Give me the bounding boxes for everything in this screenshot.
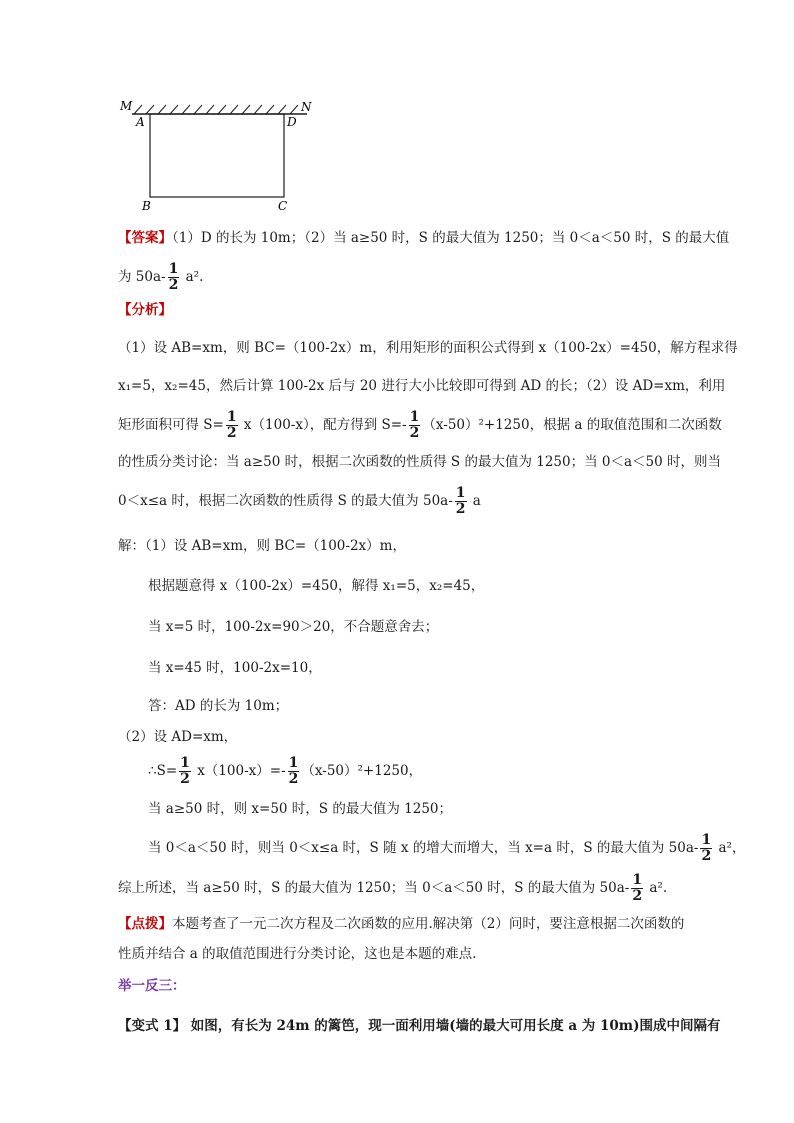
comment-line-1: 【点拨】本题考查了一元二次方程及二次函数的应用.解决第（2）问时，要注意根据二次函数的: [118, 916, 685, 932]
label-a: A: [136, 115, 145, 129]
solution-line-8: 当 a≥50 时，则 x=50 时，S 的最大值为 1250；: [148, 801, 452, 817]
solution-line-1: 解：（1）设 AB=xm，则 BC=（100-2x）m，: [118, 538, 406, 554]
variant-tag: 【变式 1】: [118, 1018, 187, 1034]
answer-text-1: （1）D 的长为 10m；（2）当 a≥50 时，S 的最大值为 1250；当 0＜a＜50 时，S 的最大值: [172, 230, 730, 246]
comment-tag: 【点拨】: [118, 916, 172, 932]
fraction-half: $\frac{1}{2}$: [455, 485, 466, 517]
answer-line-1: [118, 228, 729, 248]
analysis-line-2: x₁=5，x₂=45，然后计算 100-2x 后与 20 进行大小比较即可得到 AD 的长；（2）设 AD=xm，利用: [118, 378, 726, 394]
fraction-half: $\frac{1}{2}$: [168, 261, 179, 293]
label-b: B: [142, 199, 151, 210]
answer-tag: 【答案】: [118, 230, 172, 246]
label-n: N: [301, 100, 312, 114]
solution-line-5: 答：AD 的长为 10m；: [148, 698, 289, 714]
fraction-half: $\frac{1}{2}$: [288, 755, 299, 787]
solution-line-4: 当 x=45 时，100-2x=10，: [148, 660, 322, 676]
solution-line-3: 当 x=5 时，100-2x=90＞20，不合题意舍去；: [148, 619, 439, 635]
solution-line-10: 综上所述，当 a≥50 时，S 的最大值为 1250；当 0＜a＜50 时，S 的最大值为 50a- $\frac{1}{2}$ a².: [118, 872, 668, 904]
analysis-tag: 【分析】: [118, 302, 172, 318]
analysis-line-5: 0＜x≤a 时，根据二次函数的性质得 S 的最大值为 50a- $\frac{1}{2}$ a: [118, 485, 481, 517]
answer-line-2: [118, 262, 203, 293]
answer-text-2b: a².: [181, 269, 204, 285]
solution-line-7: ∴S= $\frac{1}{2}$ x（100-x）=- $\frac{1}{2}$ （x-50）²+1250，: [148, 755, 423, 787]
solution-line-6: （2）设 AD=xm，: [118, 729, 238, 745]
rectangle-abcd: [150, 114, 284, 197]
wall-rectangle-figure: [112, 100, 342, 210]
comment-line-2: 性质并结合 a 的取值范围进行分类讨论，这也是本题的难点.: [118, 946, 477, 962]
analysis-line-1: （1）设 AB=xm，则 BC=（100-2x）m，利用矩形的面积公式得到 x（100-2x）=450，解方程求得: [118, 340, 738, 356]
label-c: C: [278, 199, 288, 210]
variant-line: 【变式 1】 如图，有长为 24m 的篱笆，现一面利用墙(墙的最大可用长度 a 为 10m)围成中间隔有: [118, 1018, 721, 1034]
fraction-half: $\frac{1}{2}$: [632, 872, 643, 904]
fraction-half: $\frac{1}{2}$: [180, 755, 190, 787]
answer-text-2a: 为 50a-: [118, 269, 166, 285]
label-m: M: [120, 100, 133, 113]
fraction-half: $\frac{1}{2}$: [409, 409, 420, 441]
wall-hatching: [134, 105, 298, 114]
fraction-half: $\frac{1}{2}$: [701, 832, 712, 864]
solution-line-9: 当 0＜a＜50 时，则当 0＜x≤a 时，S 随 x 的增大而增大，当 x=a 时，S 的最大值为 50a- $\frac{1}{2}$ a²，: [148, 832, 746, 864]
analysis-line-3: 矩形面积可得 S= $\frac{1}{2}$ x（100-x），配方得到 S=- $\frac{1}{2}$ （x-50）²+1250，根据 a 的取值范围和二次函数: [118, 409, 722, 441]
label-d: D: [287, 115, 297, 129]
solution-line-2: 根据题意得 x（100-2x）=450，解得 x₁=5，x₂=45，: [148, 578, 485, 594]
section-heading: 举一反三：: [118, 978, 186, 994]
analysis-line-4: 的性质分类讨论：当 a≥50 时，根据二次函数的性质得 S 的最大值为 1250；当 0＜a＜50 时，则当: [118, 454, 721, 470]
fraction-half: $\frac{1}{2}$: [226, 409, 237, 441]
